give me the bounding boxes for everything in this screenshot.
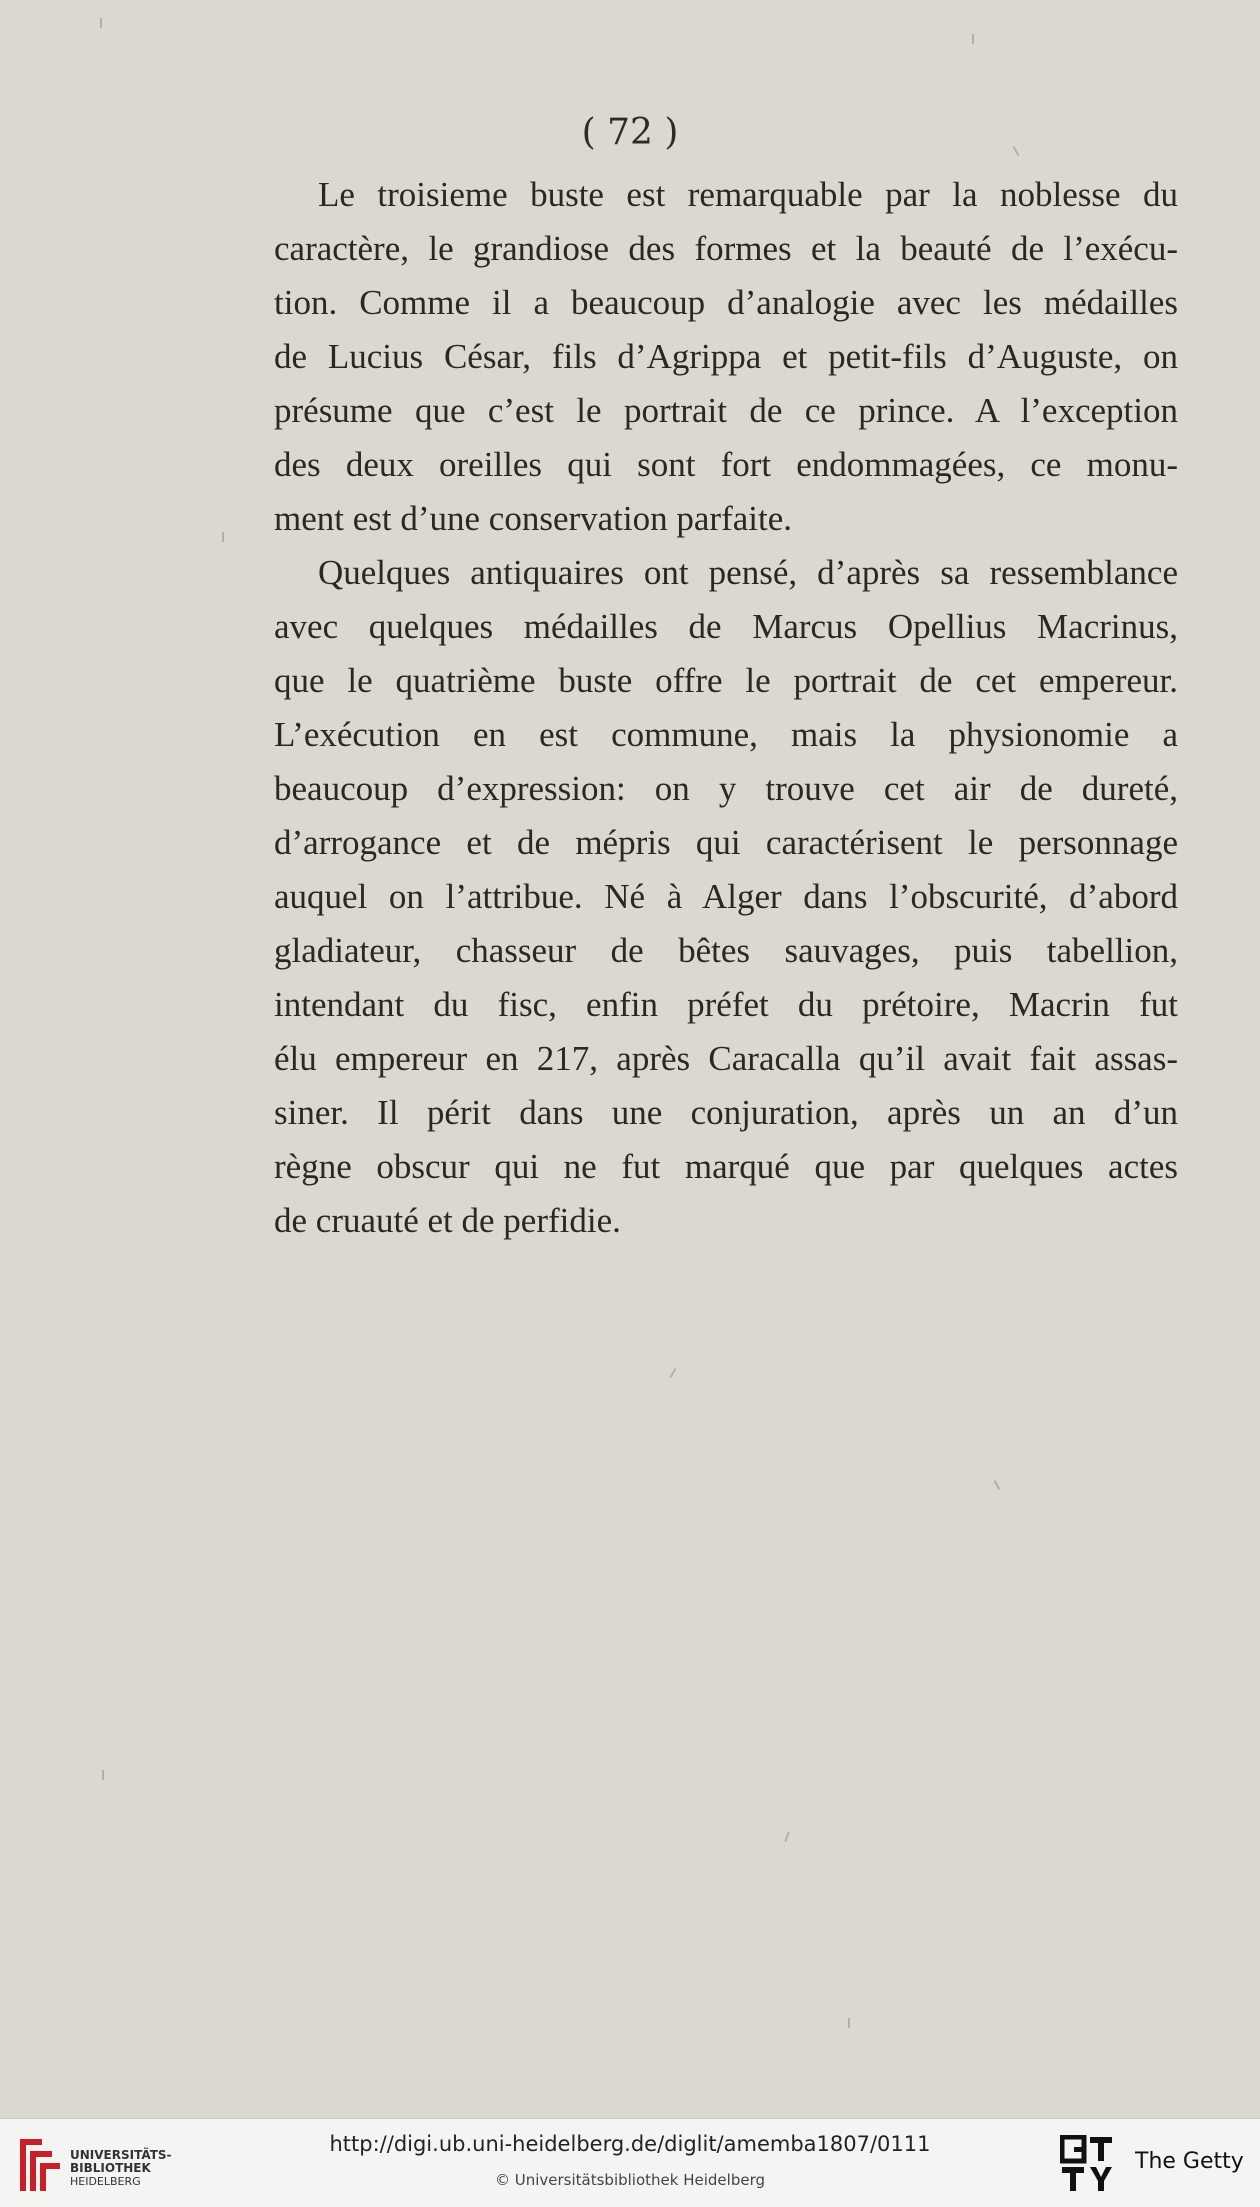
text-line: des deux oreilles qui sont fort endommagées, ce monu- — [274, 445, 1178, 484]
library-name-line: HEIDELBERG — [70, 2175, 141, 2188]
permalink-url[interactable]: http://digi.ub.uni-heidelberg.de/diglit/amemba1807/0111 — [329, 2132, 931, 2156]
paper-speck — [670, 1368, 677, 1378]
paragraph-2 — [274, 546, 1178, 1248]
paper-speck — [222, 532, 224, 542]
paper-speck — [102, 1770, 104, 1780]
paragraph-1 — [274, 168, 1178, 546]
paper-speck — [994, 1480, 1001, 1490]
text-line: de cruauté et de perfidie. — [274, 1201, 621, 1240]
viewer-footer — [0, 2118, 1260, 2207]
copyright-notice: © Universitätsbibliothek Heidelberg — [494, 2171, 765, 2189]
paper-speck — [784, 1832, 789, 1842]
getty-emblem-icon[interactable] — [1060, 2135, 1114, 2193]
text-line: avec quelques médailles de Marcus Opellius Macrinus, — [274, 607, 1178, 646]
library-name-line: UNIVERSITÄTS- — [70, 2148, 172, 2162]
paper-speck — [100, 18, 102, 28]
getty-wordmark[interactable]: The Getty — [1135, 2149, 1244, 2174]
text-line: présume que c’est le portrait de ce prince. A l’exception — [274, 391, 1178, 430]
text-line: ment est d’une conservation parfaite. — [274, 499, 792, 538]
text-line: siner. Il périt dans une conjuration, après un an d’un — [274, 1093, 1178, 1132]
library-name-line: BIBLIOTHEK — [70, 2161, 151, 2175]
text-line: élu empereur en 217, après Caracalla qu’il avait fait assas- — [274, 1039, 1178, 1078]
text-line: règne obscur qui ne fut marqué que par quelques actes — [274, 1147, 1178, 1186]
text-line: gladiateur, chasseur de bêtes sauvages, puis tabellion, — [274, 931, 1178, 970]
text-line: auquel on l’attribue. Né à Alger dans l’obscurité, d’abord — [274, 877, 1178, 916]
text-line: caractère, le grandiose des formes et la beauté de l’exécu- — [274, 229, 1178, 268]
text-line: beaucoup d’expression: on y trouve cet air de dureté, — [274, 769, 1178, 808]
text-line: L’exécution en est commune, mais la physionomie a — [274, 715, 1178, 754]
text-line: Le troisieme buste est remarquable par la noblesse du — [318, 175, 1178, 214]
paper-speck — [848, 2018, 850, 2028]
text-line: tion. Comme il a beaucoup d’analogie avec les médailles — [274, 283, 1178, 322]
body-text — [274, 168, 1178, 1248]
text-line: que le quatrième buste offre le portrait de cet empereur. — [274, 661, 1178, 700]
text-line: Quelques antiquaires ont pensé, d’après sa ressemblance — [318, 553, 1178, 592]
text-line: d’arrogance et de mépris qui caractérisent le personnage — [274, 823, 1178, 862]
text-line: de Lucius César, fils d’Agrippa et petit-fils d’Auguste, on — [274, 337, 1178, 376]
text-line: intendant du fisc, enfin préfet du prétoire, Macrin fut — [274, 985, 1178, 1024]
paper-speck — [972, 34, 974, 44]
page-number: ( 72 ) — [581, 112, 679, 153]
